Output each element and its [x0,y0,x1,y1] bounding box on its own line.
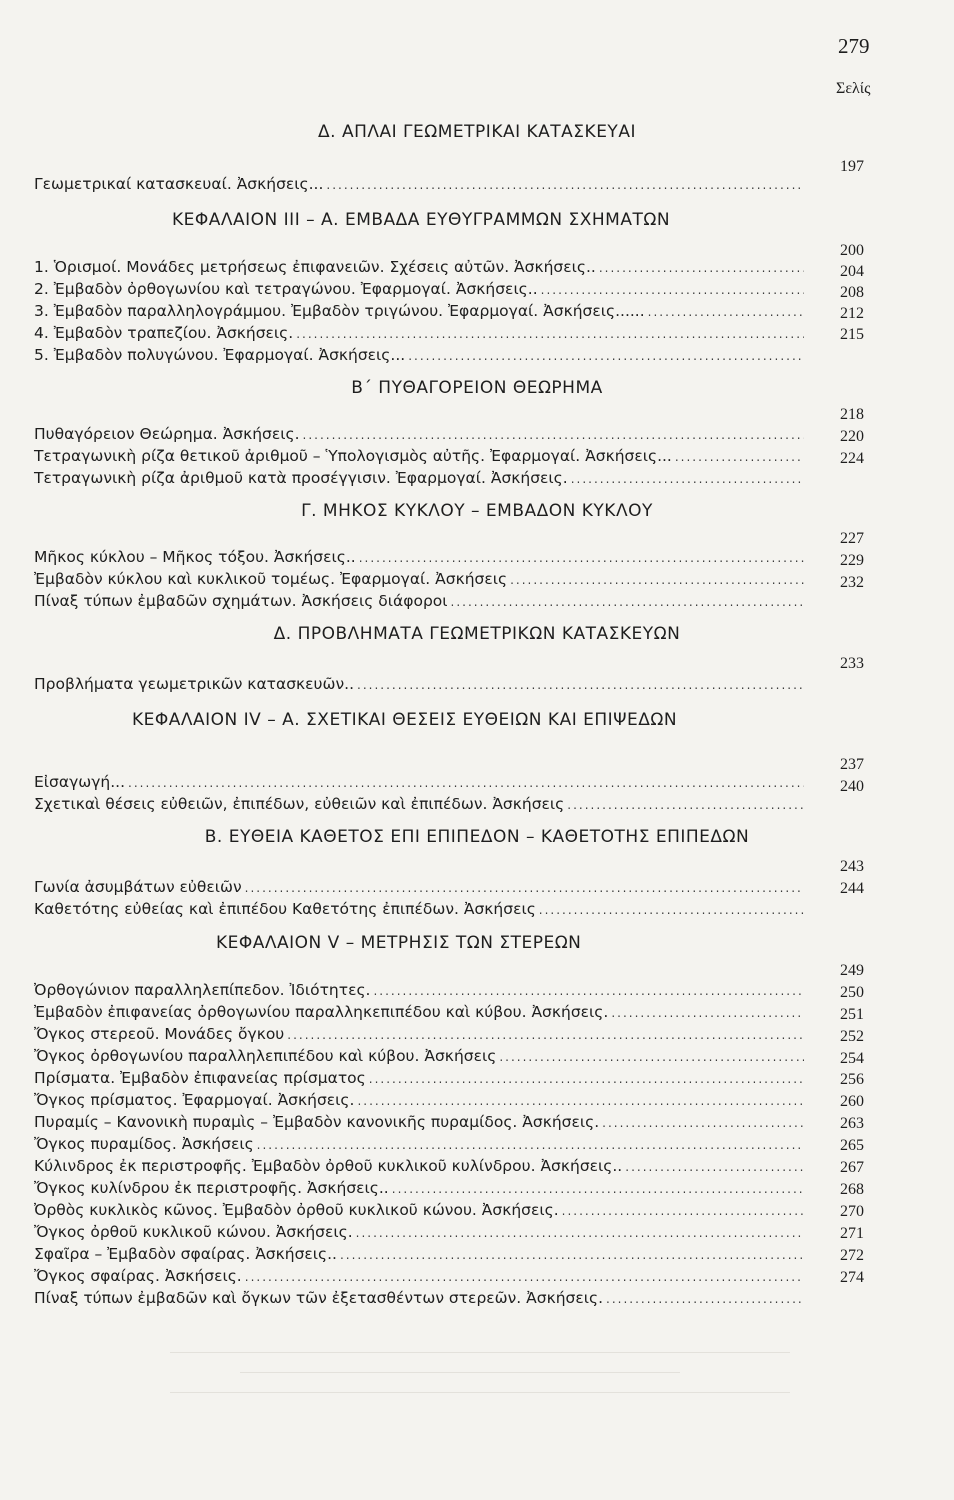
section-heading: Δ. ΑΠΛΑΙ ΓΕΩΜΕΤΡΙΚΑΙ ΚΑΤΑΣΚΕΥΑΙ [318,122,636,142]
toc-page: 265 [840,1137,864,1154]
toc-entry-title: Γωνία ἀσυμβάτων εὐθειῶν [34,878,242,896]
toc-entry [34,1047,804,1065]
toc-page: 243 [840,858,864,875]
leader-dots [611,1006,804,1020]
toc-page: 212 [840,305,864,322]
leader-dots [567,798,804,812]
toc-entry-title: Πρίσματα. Ἐμβαδὸν ἐπιφανείας πρίσματος [34,1069,366,1087]
toc-entry [34,900,804,918]
toc-entry [34,1091,804,1109]
toc-entry-title: Σφαῖρα – Ἐμβαδὸν σφαίρας. Ἀσκήσεις.. [34,1245,337,1263]
toc-entry-title: Ὀρθὸς κυκλικὸς κῶνος. Ἐμβαδὸν ὀρθοῦ κυκλικοῦ κώνου. Ἀσκήσεις. [34,1201,559,1219]
chapter-heading: ΚΕΦΑΛΑΙΟΝ III – Α. ΕΜΒΑΔΑ ΕΥΘΥΓΡΑΜΜΩΝ ΣΧΗΜΑΤΩΝ [172,210,671,230]
toc-page: 272 [840,1247,864,1264]
toc-entry [34,981,804,999]
toc-page: 197 [840,158,864,175]
leader-dots [408,349,804,363]
toc-entry [34,878,804,896]
toc-entry-title: Γεωμετρικαί κατασκευαί. Ἀσκήσεις... [34,175,324,193]
toc-entry-title: Τετραγωνικὴ ρίζα θετικοῦ ἀριθμοῦ – Ὑπολογισμὸς αὐτῆς. Ἐφαρμογαί. Ἀσκήσεις... [34,447,672,465]
toc-entry-title: 4. Ἐμβαδὸν τραπεζίου. Ἀσκήσεις. [34,324,294,342]
toc-entry-title: Ὄγκος ὀρθογωνίου παραλληλεπιπέδου καὶ κύβου. Ἀσκήσεις [34,1047,497,1065]
toc-entry-title: 2. Ἐμβαδὸν ὀρθογωνίου καὶ τετραγώνου. Ἐφαρμογαί. Ἀσκήσεις.. [34,280,538,298]
toc-entry-title: Ὄγκος πυραμίδος. Ἀσκήσεις [34,1135,254,1153]
leader-dots [340,1248,804,1262]
toc-page: 237 [840,756,864,773]
toc-entry-title: Καθετότης εὐθείας καὶ ἐπιπέδου Καθετότης ἐπιπέδων. Ἀσκήσεις [34,900,536,918]
toc-entry-title: Κύλινδρος ἐκ περιστροφῆς. Ἐμβαδὸν ὀρθοῦ κυκλικοῦ κυλίνδρου. Ἀσκήσεις.. [34,1157,623,1175]
leader-dots [648,305,804,319]
toc-page: 263 [840,1115,864,1132]
toc-entry-title: Μῆκος κύκλου – Μῆκος τόξου. Ἀσκήσεις.. [34,548,356,566]
bleed-through-line [240,1372,680,1373]
toc-entry [34,795,804,813]
toc-entry-title: Ἐμβαδὸν ἐπιφανείας ὀρθογωνίου παραλληκεπιπέδου καὶ κύβου. Ἀσκήσεις. [34,1003,609,1021]
toc-entry-title: Ὄγκος στερεοῦ. Μονάδες ὄγκου [34,1025,285,1043]
toc-entry [34,592,804,610]
page-number: 279 [838,34,870,58]
toc-entry-title: Σχετικαὶ θέσεις εὐθειῶν, ἐπιπέδων, εὐθειῶν καὶ ἐπιπέδων. Ἀσκήσεις [34,795,565,813]
toc-entry-title: Εἰσαγωγή... [34,773,126,791]
toc-page: 218 [840,406,864,423]
toc-page: 220 [840,428,864,445]
bleed-through-line [170,1352,790,1353]
toc-entry-title: Πίναξ τύπων ἐμβαδῶν σχημάτων. Ἀσκήσεις διάφοροι [34,592,448,610]
toc-entry-title: 3. Ἐμβαδὸν παραλληλογράμμου. Ἐμβαδὸν τριγώνου. Ἐφαρμογαί. Ἀσκήσεις...... [34,302,645,320]
leader-dots [541,283,804,297]
section-heading: Δ. ΠΡΟΒΛΗΜΑΤΑ ΓΕΩΜΕΤΡΙΚΩΝ ΚΑΤΑΣΚΕΥΩΝ [273,624,681,644]
toc-page: 260 [840,1093,864,1110]
toc-page: 268 [840,1181,864,1198]
leader-dots [287,1028,804,1042]
leader-dots [539,903,804,917]
toc-entry [34,324,804,342]
toc-entry-title: Πυραμίς – Κανονικὴ πυραμὶς – Ἐμβαδὸν κανονικῆς πυραμίδος. Ἀσκήσεις. [34,1113,600,1131]
toc-page: 251 [840,1006,864,1023]
toc-entry-title: Ὄγκος κυλίνδρου ἐκ περιστροφῆς. Ἀσκήσεις.. [34,1179,389,1197]
toc-entry [34,1223,804,1241]
toc-entry-title: Πίναξ τύπων ἐμβαδῶν καὶ ὄγκων τῶν ἐξετασθέντων στερεῶν. Ἀσκήσεις. [34,1289,604,1307]
toc-entry [34,570,804,588]
leader-dots [571,472,804,486]
leader-dots [510,573,804,587]
leader-dots [357,678,804,692]
chapter-heading: ΚΕΦΑΛΑΙΟΝ V – ΜΕΤΡΗΣΙΣ ΤΩΝ ΣΤΕΡΕΩΝ [216,933,582,953]
toc-entry [34,773,804,791]
toc-entry [34,1069,804,1087]
toc-entry-title: Ὄγκος σφαίρας. Ἀσκήσεις. [34,1267,242,1285]
toc-page: 208 [840,284,864,301]
toc-entry [34,280,804,298]
toc-entry-title: Προβλήματα γεωμετρικῶν κατασκευῶν.. [34,675,355,693]
section-heading: Β. ΕΥΘΕΙΑ ΚΑΘΕΤΟΣ ΕΠΙ ΕΠΙΠΕΔΟΝ – ΚΑΘΕΤΟΤΗΣ ΕΠΙΠΕΔΩΝ [204,827,750,847]
toc-entry-title: Ὄγκος πρίσματος. Ἐφαρμογαί. Ἀσκήσεις. [34,1091,355,1109]
toc-page: 271 [840,1225,864,1242]
leader-dots [373,984,804,998]
leader-dots [599,261,804,275]
toc-page: 274 [840,1269,864,1286]
toc-page: 200 [840,242,864,259]
toc-entry-title: Ὀρθογώνιον παραλληλεπίπεδον. Ἰδιότητες. [34,981,371,999]
toc-entry [34,258,804,276]
toc-entry [34,346,804,364]
leader-dots [357,1094,804,1108]
toc-entry [34,1245,804,1263]
toc-page: 249 [840,962,864,979]
toc-page: 252 [840,1028,864,1045]
toc-entry [34,1135,804,1153]
toc-page: 240 [840,778,864,795]
leader-dots [606,1292,804,1306]
leader-dots [128,776,804,790]
toc-page: 204 [840,263,864,280]
toc-entry [34,175,804,193]
leader-dots [451,595,804,609]
toc-entry [34,1179,804,1197]
toc-page: 256 [840,1071,864,1088]
leader-dots [675,450,804,464]
toc-entry [34,302,804,320]
leader-dots [562,1204,804,1218]
toc-entry [34,447,804,465]
pages-column-label: Σελίς [836,80,871,97]
toc-entry [34,1289,804,1307]
leader-dots [392,1182,804,1196]
toc-page: 270 [840,1203,864,1220]
leader-dots [303,428,804,442]
toc-page: 267 [840,1159,864,1176]
leader-dots [245,881,804,895]
leader-dots [369,1072,804,1086]
toc-entry-title: Πυθαγόρειον Θεώρημα. Ἀσκήσεις. [34,425,300,443]
toc-entry [34,1201,804,1219]
toc-entry [34,548,804,566]
toc-entry-title: Ὄγκος ὀρθοῦ κυκλικοῦ κώνου. Ἀσκήσεις. [34,1223,353,1241]
toc-page: 232 [840,574,864,591]
toc-page: 250 [840,984,864,1001]
toc-entry [34,1157,804,1175]
leader-dots [326,178,804,192]
toc-entry-title: 1. Ὁρισμοί. Μονάδες μετρήσεως ἐπιφανειῶν. Σχέσεις αὐτῶν. Ἀσκήσεις.. [34,258,596,276]
toc-page: 233 [840,655,864,672]
toc-entry [34,675,804,693]
leader-dots [499,1050,804,1064]
toc-entry [34,1113,804,1131]
leader-dots [356,1226,804,1240]
toc-entry [34,1025,804,1043]
toc-entry-title: Τετραγωνικὴ ρίζα ἀριθμοῦ κατὰ προσέγγισιν. Ἐφαρμογαί. Ἀσκήσεις. [34,469,568,487]
toc-entry [34,1267,804,1285]
leader-dots [296,327,804,341]
leader-dots [359,551,804,565]
bleed-through-line [170,1392,790,1393]
toc-page: 215 [840,326,864,343]
chapter-heading: ΚΕΦΑΛΑΙΟΝ IV – Α. ΣΧΕΤΙΚΑΙ ΘΕΣΕΙΣ ΕΥΘΕΙΩΝ ΚΑΙ ΕΠΙΨΕΔΩΝ [132,710,678,730]
leader-dots [602,1116,804,1130]
toc-page: 224 [840,450,864,467]
leader-dots [625,1160,804,1174]
toc-page: 244 [840,880,864,897]
section-heading: Β΄ ΠΥΘΑΓΟΡΕΙΟΝ ΘΕΩΡΗΜΑ [351,378,603,398]
toc-page: 227 [840,530,864,547]
leader-dots [245,1270,804,1284]
toc-entry-title: 5. Ἐμβαδὸν πολυγώνου. Ἐφαρμογαί. Ἀσκήσεις... [34,346,406,364]
toc-page: 229 [840,552,864,569]
toc-page: 254 [840,1050,864,1067]
leader-dots [257,1138,804,1152]
section-heading: Γ. ΜΗΚΟΣ ΚΥΚΛΟΥ – ΕΜΒΑΔΟΝ ΚΥΚΛΟΥ [301,501,653,521]
toc-entry [34,1003,804,1021]
toc-entry-title: Ἐμβαδὸν κύκλου καὶ κυκλικοῦ τομέως. Ἐφαρμογαί. Ἀσκήσεις [34,570,508,588]
toc-entry [34,469,804,487]
toc-entry [34,425,804,443]
